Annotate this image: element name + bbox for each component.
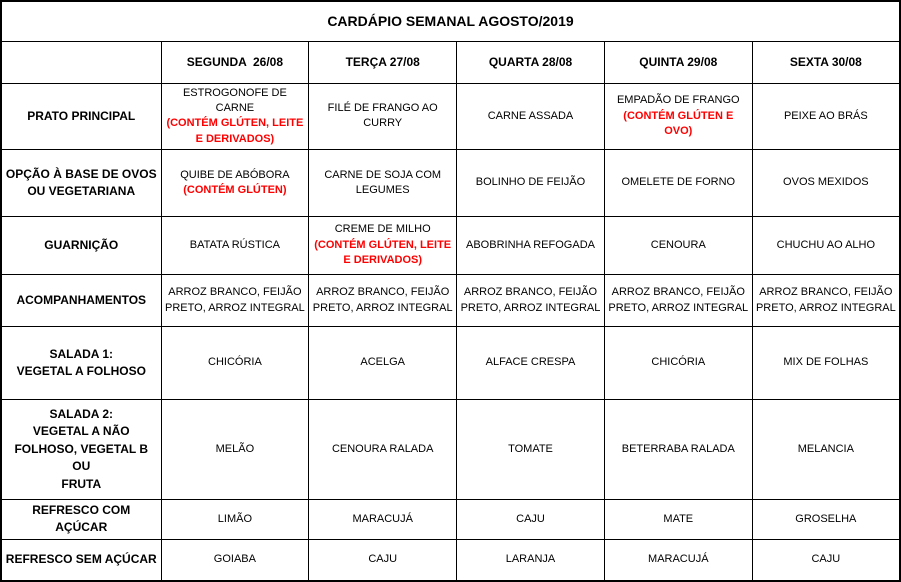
dish-name: FILÉ DE FRANGO AO CURRY (327, 101, 438, 130)
header-empty-cell (1, 41, 161, 83)
dish-name: CENOURA (650, 238, 706, 251)
cell-salada1-quarta (457, 327, 605, 400)
dish-name: CARNE DE SOJA COM LEGUMES (324, 168, 442, 197)
row-label-refresco-com-acucar: REFRESCO COM AÇÚCAR (1, 500, 161, 540)
row-label-prato-principal: PRATO PRINCIPAL (1, 83, 161, 150)
cell-prato-quarta (457, 83, 605, 150)
cell-acompanhamentos-sexta (752, 275, 900, 327)
dish-name: MELANCIA (797, 442, 854, 455)
cell-guarnicao-quinta (604, 217, 752, 275)
cell-refresco-com-quarta (457, 500, 605, 540)
cell-opcao-quinta (604, 150, 752, 217)
day-header-segunda: SEGUNDA 26/08 (161, 41, 309, 83)
dish-name: LARANJA (505, 553, 556, 566)
dish-name: MELÃO (215, 442, 255, 455)
cell-acompanhamentos-terca (309, 275, 457, 327)
allergen-note: (CONTÉM GLÚTEN) (183, 184, 287, 197)
cell-prato-terca (309, 83, 457, 150)
cell-salada2-quarta (457, 400, 605, 500)
row-label-salada-2: SALADA 2: VEGETAL A NÃO FOLHOSO, VEGETAL B OU FRUTA (1, 400, 161, 500)
day-header-quinta: QUINTA 29/08 (604, 41, 752, 83)
cell-salada2-quinta (604, 400, 752, 500)
cell-salada1-quinta (604, 327, 752, 400)
cell-refresco-com-quinta (604, 500, 752, 540)
cell-opcao-sexta (752, 150, 900, 217)
cell-refresco-sem-segunda (161, 539, 309, 581)
allergen-note: (CONTÉM GLÚTEN E OVO) (623, 109, 734, 137)
cell-salada1-terca (309, 327, 457, 400)
row-label-opcao-ovos-vegetariana: OPÇÃO À BASE DE OVOS OU VEGETARIANA (1, 150, 161, 217)
allergen-note: (CONTÉM GLÚTEN, LEITE E DERIVADOS) (314, 238, 452, 267)
cell-salada2-segunda (161, 400, 309, 500)
dish-name: OVOS MEXIDOS (783, 176, 869, 189)
cell-salada1-segunda (161, 327, 309, 400)
cell-guarnicao-quarta (457, 217, 605, 275)
dish-name: QUIBE DE ABÓBORA (180, 168, 290, 181)
dish-name: CREME DE MILHO (334, 223, 431, 236)
cell-acompanhamentos-quarta (457, 275, 605, 327)
dish-name: CAJU (368, 553, 398, 566)
page-title: CARDÁPIO SEMANAL AGOSTO/2019 (1, 1, 900, 41)
cell-guarnicao-sexta (752, 217, 900, 275)
row-label-guarnicao: GUARNIÇÃO (1, 217, 161, 275)
dish-name: ARROZ BRANCO, FEIJÃO PRETO, ARROZ INTEGRAL (608, 286, 749, 314)
cell-prato-segunda (161, 83, 309, 150)
cell-acompanhamentos-segunda (161, 275, 309, 327)
day-header-terca: TERÇA 27/08 (309, 41, 457, 83)
cell-refresco-sem-sexta (752, 539, 900, 581)
dish-name: MIX DE FOLHAS (783, 356, 869, 369)
dish-name: ARROZ BRANCO, FEIJÃO PRETO, ARROZ INTEGRAL (755, 286, 896, 314)
dish-name: CAJU (516, 512, 545, 525)
cell-guarnicao-segunda (161, 217, 309, 275)
cell-salada2-sexta (752, 400, 900, 500)
row-label-refresco-sem-acucar: REFRESCO SEM AÇÚCAR (1, 539, 161, 581)
cell-opcao-segunda (161, 150, 309, 217)
cell-opcao-quarta (457, 150, 605, 217)
dish-name: MATE (663, 512, 694, 525)
dish-name: BATATA RÚSTICA (189, 238, 281, 251)
dish-name: CARNE ASSADA (487, 109, 574, 122)
dish-name: BOLINHO DE FEIJÃO (475, 176, 586, 189)
row-label-acompanhamentos: ACOMPANHAMENTOS (1, 275, 161, 327)
dish-name: ACELGA (360, 356, 406, 369)
dish-name: OMELETE DE FORNO (621, 176, 736, 189)
dish-name: CHUCHU AO ALHO (776, 238, 876, 251)
cell-prato-quinta (604, 83, 752, 150)
cell-refresco-com-segunda (161, 500, 309, 540)
dish-name: ALFACE CRESPA (485, 356, 576, 369)
day-header-sexta: SEXTA 30/08 (752, 41, 900, 83)
dish-name: CHICÓRIA (208, 356, 262, 369)
day-header-quarta: QUARTA 28/08 (457, 41, 605, 83)
cell-refresco-com-sexta (752, 500, 900, 540)
dish-name: GOIABA (213, 553, 256, 566)
dish-name: ARROZ BRANCO, FEIJÃO PRETO, ARROZ INTEGRAL (312, 286, 453, 314)
dish-name: ARROZ BRANCO, FEIJÃO PRETO, ARROZ INTEGRAL (165, 286, 305, 314)
dish-name: BETERRABA RALADA (621, 442, 735, 455)
cell-refresco-sem-quinta (604, 539, 752, 581)
dish-name: ESTROGONOFE DE CARNE (182, 86, 287, 114)
dish-name: PEIXE AO BRÁS (783, 109, 868, 122)
cell-acompanhamentos-quinta (604, 275, 752, 327)
cell-refresco-sem-terca (309, 539, 457, 581)
dish-name: LIMÃO (217, 512, 253, 525)
cell-refresco-com-terca (309, 500, 457, 540)
row-label-salada-1: SALADA 1: VEGETAL A FOLHOSO (1, 327, 161, 400)
dish-name: CAJU (811, 553, 841, 566)
dish-name: GROSELHA (795, 512, 857, 525)
cell-prato-sexta (752, 83, 900, 150)
dish-name: CENOURA RALADA (331, 442, 434, 455)
cell-salada2-terca (309, 400, 457, 500)
allergen-note: (CONTÉM GLÚTEN, LEITE E DERIVADOS) (166, 117, 304, 145)
dish-name: CHICÓRIA (651, 356, 706, 369)
dish-name: MARACUJÁ (648, 553, 709, 566)
cell-guarnicao-terca (309, 217, 457, 275)
dish-name: TOMATE (508, 442, 553, 455)
cell-salada1-sexta (752, 327, 900, 400)
cell-refresco-sem-quarta (457, 539, 605, 581)
cell-opcao-terca (309, 150, 457, 217)
dish-name: MARACUJÁ (352, 512, 413, 525)
dish-name: EMPADÃO DE FRANGO (616, 94, 740, 107)
dish-name: ABOBRINHA REFOGADA (466, 238, 595, 251)
dish-name: ARROZ BRANCO, FEIJÃO PRETO, ARROZ INTEGRAL (460, 286, 601, 314)
